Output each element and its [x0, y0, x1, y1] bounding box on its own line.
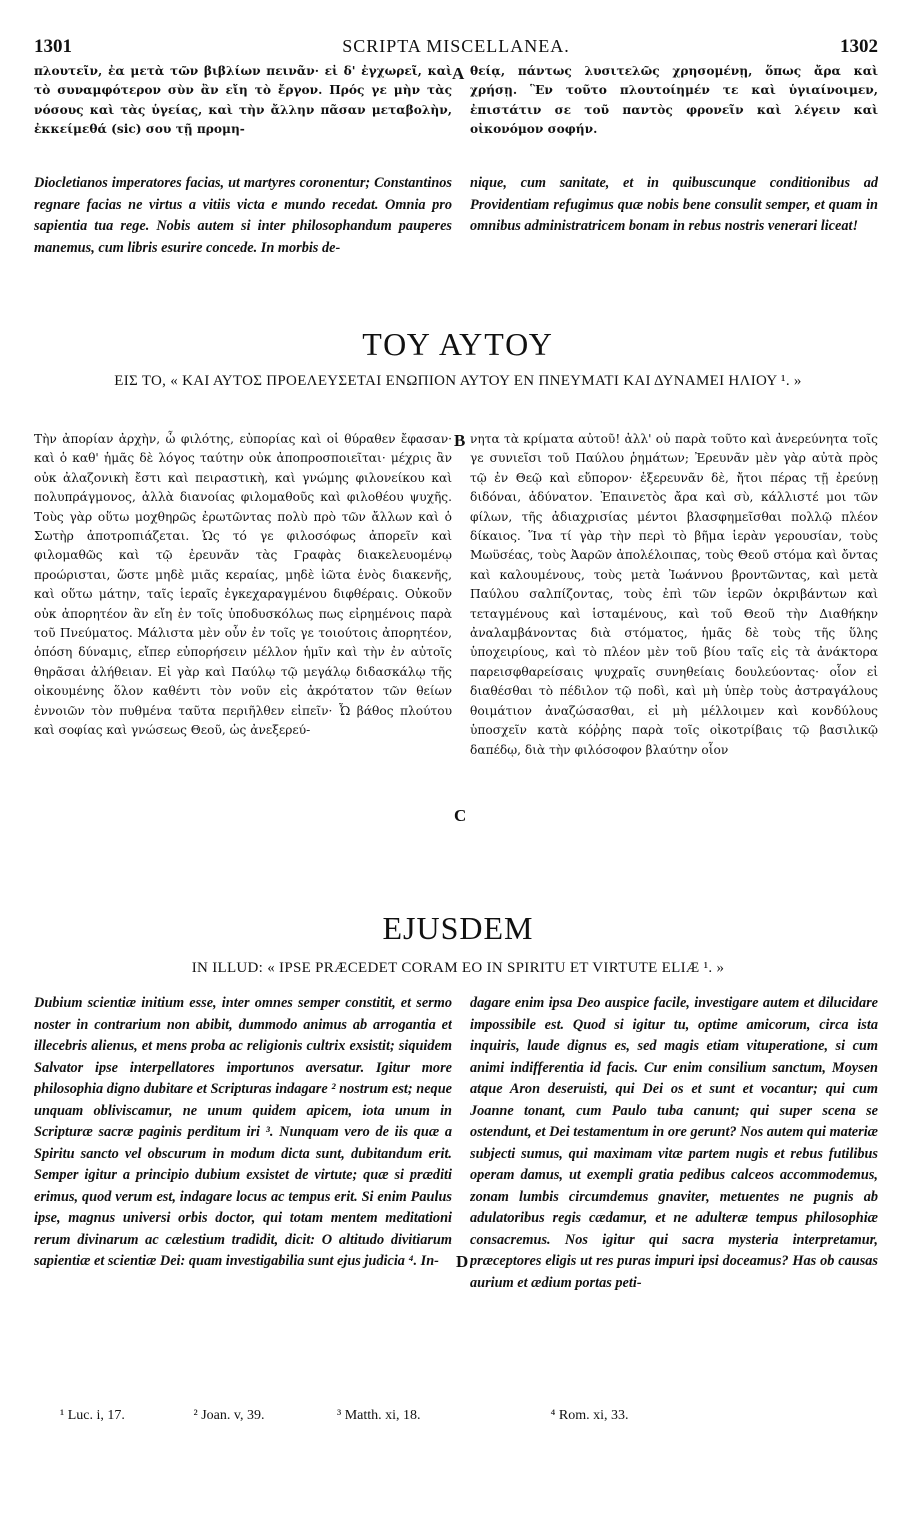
greek-section-title: ΤΟΥ ΑΥΤΟΥ [362, 326, 554, 362]
margin-marker-a: A [452, 64, 465, 83]
margin-marker-c: C [454, 806, 467, 825]
greek-column-left: Τὴν ἀπορίαν ἀρχὴν, ὦ φιλότης, εὐπορίας καὶ οἱ θύραθεν ἔφασαν· καὶ ὁ καθ' ἡμᾶς δὲ λόγος ταύτην οὐκ ἀποπροσποιεῖται· μέχρις ἂν οὐκ ἀλαζονικὴ ἔστι καὶ πειραστικὴ, καὶ γνώμης φιλονείκου καὶ πολυπράγμονος, ἀλλὰ διανοίας φιλομαθοῦς καὶ φιλοθέου ψυχῆς. Τοὺς γὰρ οὕτω μοχθηρῶς ἐρωτῶντας πολὺ πρὸ τῶν ἄλλων καὶ ὁ Σωτὴρ ἀποτροπιάζεται. Ὡς τό γε φιλοσόφως ἀπορεῖν καὶ φιλομαθῶς καὶ τῷ ἐρευνᾶν τὰς Γραφὰς διακελευομένῳ προώρισται, ὥστε μηδὲ μιᾶς κεραίας, μηδὲ ἰῶτα ἑνὸς διακενῆς, καὶ οὕτω μάτην, ταῖς ἱεραῖς ἐγκεχαραγμένου διφθέραις. Οὐκοῦν οὐκ ἀπορητέον ἂν εἴη ἐν τοῖς ὑποδυσκόλως πως εἰρημένοις παρὰ τοῦ Πνεύματος. Μάλιστα μὲν οὖν ἐν τοῖς γε τοιούτοις ἀπορητέον, ὁπόση δύναμις, εἴπερ εὐπορήσειν μέλλον ἡμῖν καὶ τὴν ἐν αὐτοῖς θηρᾶσαι ἀλήθειαν. Εἰ γὰρ καὶ Παύλῳ τῷ μεγάλῳ διδασκάλῳ τῆς οἰκουμένης ὅλον καθέντι τὸν νοῦν εἰς ἀκρότατον τῶν θείων ἐννοιῶν τὸν πυθμένα ταῦτα περιῆλθεν εἰπεῖν· Ὦ βάθος πλούτου καὶ σοφίας καὶ γνώσεως Θεοῦ, ὡς ἀνεξερεύ- [34, 432, 452, 738]
latin-section-title: EJUSDEM [382, 910, 534, 946]
latin-column-right: dagare enim ipsa Deo auspice facile, investigare autem et dilucidare impossibile est. Quod si igitur tu, optime amicorum, circa ista inquiris, laude dignus es, sed magis etiam vituperatione, si cum animi indifferentia id facis. Cur enim consilium sanctum, Moysen atque Aron deseruisti, qui Dei os et sunt et vocantur; qui cum Joanne tonant, cum Paulo tuba canunt; qui super scena se ostendunt, et Dei testamentum in ore gerunt? Nos autem qui materiæ subjecti sumus, qui maximam vitæ partem nugis et rebus futilibus operam damus, ut exempli gratia pedibus calceos accommodemus, zonam lumbis circumdemus gnaviter, metuentes ne pugnis ab adulatoribus regis cædamur, et ne adulteræ tempus philosophiæ consacremus. Nos igitur qui sacra mysteria interpretamur, præceptores eligis ut res puras impuri ipsi doceamus? Has ob causas aurium et ædium portas peti- [470, 995, 878, 1291]
footnote-1: ¹ Luc. i, 17. [60, 1408, 125, 1423]
margin-marker-b: B [454, 431, 466, 450]
top-greek-left: πλουτεῖν, ἐα μετὰ τῶν βιβλίων πεινᾶν· εἰ δ' ἐγχωρεῖ, καὶ τὸ συναμφότερον σὺν ἂν εἴη τὸ ἔργον. Πρός γε μὴν τὰς νόσους καὶ τὰς ὑγείας, καὶ τὴν ἄλλην πᾶσαν μεταβολὴν, ἐκκείμεθά (sic) σου τῇ προμη- [34, 64, 452, 137]
page-number-left: 1301 [34, 36, 72, 57]
greek-section-subtitle: ΕΙΣ ΤΟ, « ΚΑΙ ΑΥΤΟΣ ΠΡΟΕΛΕΥΣΕΤΑΙ ΕΝΩΠΙΟΝ ΑΥΤΟΥ ΕΝ ΠΝΕΥΜΑΤΙ ΚΑΙ ΔΥΝΑΜΕΙ ΗΛΙΟΥ ¹. » [114, 373, 802, 389]
top-latin-right: nique, cum sanitate, et in quibuscunque conditionibus ad Providentiam refugimus quæ nobis bene consulit semper, et quam in omnibus administratricem bonam in rebus nostris venerari liceat! [470, 175, 878, 234]
greek-column-right: νητα τὰ κρίματα αὐτοῦ! ἀλλ' οὐ παρὰ τοῦτο καὶ ἀνερεύνητα τοῖς γε συνιεῖσι τοῦ Παύλου ῥημάτων; Ἐρευνᾶν μὲν γὰρ αὐτὰ πρὸς τῷ ἐν Θεῷ καὶ εὔπορον· ἐξερευνᾶν δὲ, ἤτοι πέρας τῇ ἐρεύνῃ διδόναι, ἀδύνατον. Ἐπαινετὸς ἄρα καὶ σὺ, κάλλιστέ μοι τῶν φίλων, τῆς ἀδιαχρισίας μέντοι βλασφημεῖσθαι πολλῷ πλέον δίκαιος. Ἵνα τί γὰρ τὴν περὶ τὸ βῆμα ἱερὰν γερουσίαν, τοὺς Μωϋσέας, τοὺς Ἀαρῶν ἀπολέλοιπας, τοὺς Θεοῦ στόμα καὶ ὄντας καὶ καλουμένους, τοὺς μετὰ Ἰωάννου βροντῶντας, καὶ μετὰ Παύλου σαλπίζοντας, τοὺς ἐπὶ τῶν ἱερῶν ὀκριβάντων καὶ τεταγμένους καὶ ἱσταμένους, καὶ τοῦ Θεοῦ τὴν Διαθήκην ἀναλαμβάνοντας διὰ στόματος, ἡμᾶς δὲ τοὺς τῆς ὕλης ὑποχειρίους, καὶ τὸ πλέον μὲν τοῦ βίου ταῖς εἰς τὰ ἀνάκτορα παρεισφθαρείσαις ψυχραῖς συνηθείαις δουλεύοντας· οἷον εἰ διαθέσθαι τὸ πέδιλον τῷ ποδὶ, καὶ μὴ ὑπὲρ τοὺς ἀστραγάλους θοιμάτιον ἀναζώσασθαι, εἰ μὴ μέλλοιμεν καὶ κονδύλους ὑποσχεῖν κατὰ κόῤῥης παρὰ τοῖς οἰκοτρίβαις τῷ βασιλικῷ δαπέδῳ, διὰ τὴν φιλόσοφον βλαύτην οἷον [470, 432, 878, 757]
footnote-2: ² Joan. v, 39. [193, 1408, 265, 1423]
footnotes [60, 1408, 880, 1424]
footnote-3: ³ Matth. xi, 18. [337, 1408, 421, 1423]
page-number-right: 1302 [840, 36, 878, 57]
top-greek-right: θείᾳ, πάντως λυσιτελῶς χρησομένῃ, ὅπως ἄρα καὶ χρήσῃ. Ἓν τοῦτο πλουτοίημέν τε καὶ ὑγιαίνοιμεν, ἐπιστάτιν σε τοῦ παντὸς φρονεῖν καὶ λέγειν καὶ οἰκονόμον σοφήν. [470, 64, 878, 137]
footnote-4: ⁴ Rom. xi, 33. [550, 1408, 629, 1423]
running-title: SCRIPTA MISCELLANEA. [342, 36, 570, 56]
top-latin-left: Diocletianos imperatores facias, ut martyres coronentur; Constantinos regnare facias ne virtus a vitiis victa e mundo recedat. Omnia pro sapientia tua rege. Nobis autem si inter philosophandum pauperes manemus, cum libris esurire concede. In morbis de- [34, 175, 452, 256]
latin-column-left: Dubium scientiæ initium esse, inter omnes semper constitit, et sermo noster in contrarium non abibit, dummodo animus ab arrogantia et illecebris alienus, et mens proba ac religionis cultrix exsistit; siquidem Salvator ipse interpellatores importunos aversatur. Igitur more philosophia digno dubitare et Scripturas indagare ² nostrum est; neque unquam obliviscamur, ne unum quidem apicem, iota unum in Scripturæ sacræ paginis perditum iri ³. Nunquam vero de iis quæ a Spiritu sancto vel obscurum in modum dicta sunt, dubitandum erit. Semper igitur a principio dubium exsistet de virtute; quæ si præditi erimus, quod verum est, indagare locus ac tempus erit. Si enim Paulus ipse, magnus universi orbis doctor, qui totam mentem meditationi rerum divinarum ac cælestium tradidit, dicit: O altitudo divitiarum sapientiæ et scientiæ Dei: quam investigabilia sunt ejus judicia ⁴. In- [34, 995, 452, 1269]
margin-marker-d: D [456, 1252, 469, 1271]
page-header [34, 36, 878, 60]
latin-section-subtitle: IN ILLUD: « IPSE PRÆCEDET CORAM EO IN SPIRITU ET VIRTUTE ELIÆ ¹. » [191, 960, 725, 976]
